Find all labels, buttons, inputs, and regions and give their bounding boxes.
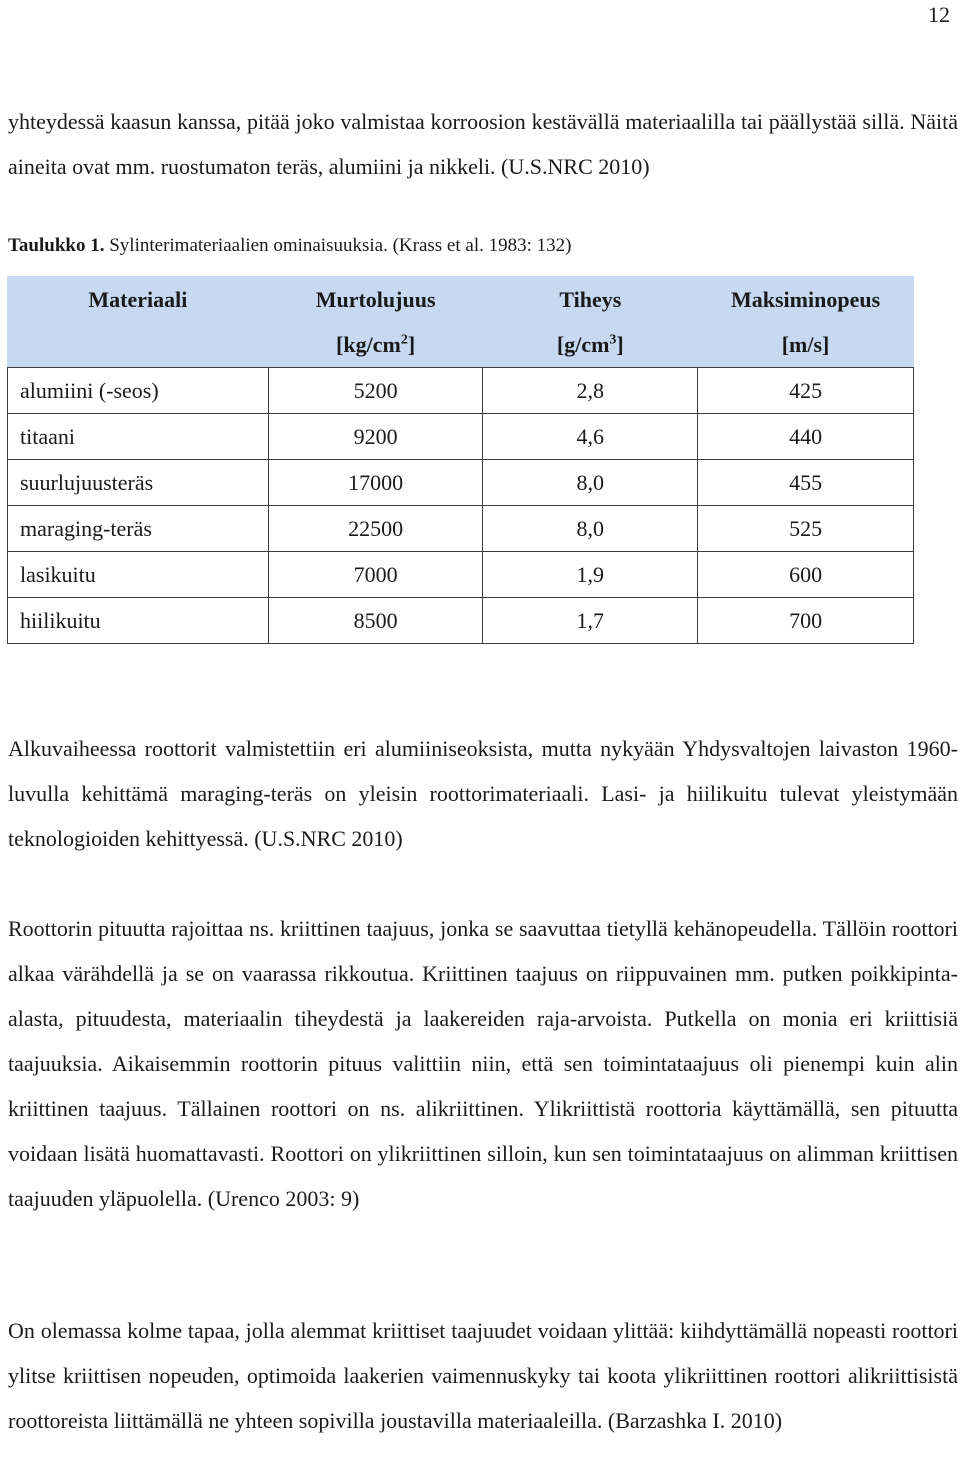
cell-tiheys: 8,0: [483, 506, 698, 552]
header-unit: $[g/cm^3]$: [556, 332, 624, 357]
table-caption-text: Sylinterimateriaalien ominaisuuksia. (Krass et al. 1983: 132): [104, 235, 572, 256]
table-header-row: [8, 277, 914, 368]
table-row: [8, 598, 914, 644]
table-row: [8, 414, 914, 460]
table-row: [8, 460, 914, 506]
cell-maksiminopeus: 525: [698, 506, 914, 552]
cell-maksiminopeus: 600: [698, 552, 914, 598]
cell-material: suurlujuusteräs: [8, 460, 269, 506]
header-title: Materiaali: [88, 287, 188, 312]
cell-material: maraging-teräs: [8, 506, 269, 552]
paragraph-critical-frequency: Roottorin pituutta rajoittaa ns. kriittinen taajuus, jonka se saavuttaa tietyllä kehänopeudella. Tällöin roottori alkaa värähdellä ja se on vaarassa rikkoutua. Kriittinen taajuus on riippuvainen mm. putken poikkipinta-alasta, pituudesta, materiaalin tiheydestä ja laakereiden raja-arvoista. Putkella on monia eri kriittisiä taajuuksia. Aikaisemmin roottorin pituus valittiin niin, että sen toimintataajuus oli pienempi kuin alin kriittinen taajuus. Tällainen roottori on ns. alikriittinen. Ylikriittistä roottoria käyttämällä, sen pituutta voidaan lisätä huomattavasti. Roottori on ylikriittinen silloin, kun sen toimintataajuus on alimman kriittisen taajuuden yläpuolella. (Urenco 2003: 9): [8, 916, 958, 1211]
cell-material: titaani: [8, 414, 269, 460]
header-unit: $[kg/cm^2]$: [336, 332, 416, 357]
materials-table: [7, 276, 914, 644]
cell-murtolujuus: 22500: [268, 506, 483, 552]
paragraph-rotor-materials: Alkuvaiheessa roottorit valmistettiin eri alumiiniseoksista, mutta nykyään Yhdysvaltojen laivaston 1960-luvulla kehittämä maraging-teräs on yleisin roottorimateriaali. Lasi- ja hiilikuitu tulevat yleistymään teknologioiden kehittyessä. (U.S.NRC 2010): [8, 736, 958, 851]
cell-murtolujuus: 17000: [268, 460, 483, 506]
cell-murtolujuus: 9200: [268, 414, 483, 460]
page-number: 12: [928, 2, 950, 27]
cell-tiheys: 1,9: [483, 552, 698, 598]
cell-maksiminopeus: 440: [698, 414, 914, 460]
cell-material: lasikuitu: [8, 552, 269, 598]
table-row: [8, 506, 914, 552]
cell-maksiminopeus: 455: [698, 460, 914, 506]
header-title: Murtolujuus: [315, 287, 436, 312]
header-murtolujuus: [268, 277, 483, 368]
cell-murtolujuus: 8500: [268, 598, 483, 644]
paragraph-methods: On olemassa kolme tapaa, jolla alemmat kriittiset taajuudet voidaan ylittää: kiihdyttämällä nopeasti roottori ylitse kriittisen nopeuden, optimoida laakerien vaimennuskyky tai koota ylikriittinen roottori alikriittisistä roottoreista liittämällä ne yhteen sopivilla joustavilla materiaaleilla. (Barzashka I. 2010): [8, 1318, 958, 1433]
header-title: Maksiminopeus: [730, 287, 881, 312]
cell-maksiminopeus: 425: [698, 368, 914, 414]
table-row: [8, 368, 914, 414]
cell-tiheys: 2,8: [483, 368, 698, 414]
header-materiaali: [8, 277, 269, 368]
header-unit: [m/s]: [781, 332, 830, 357]
header-maksiminopeus: [698, 277, 914, 368]
cell-material: alumiini (-seos): [8, 368, 269, 414]
table-caption: [8, 231, 571, 261]
cell-tiheys: 8,0: [483, 460, 698, 506]
header-tiheys: [483, 277, 698, 368]
cell-murtolujuus: 5200: [268, 368, 483, 414]
table-caption-label: Taulukko 1.: [8, 235, 105, 256]
intro-paragraph: yhteydessä kaasun kanssa, pitää joko valmistaa korroosion kestävällä materiaalilla tai päällystää sillä. Näitä aineita ovat mm. ruostumaton teräs, alumiini ja nikkeli. (U.S.NRC 2010): [8, 109, 958, 179]
cell-maksiminopeus: 700: [698, 598, 914, 644]
table-row: [8, 552, 914, 598]
header-title: Tiheys: [559, 287, 622, 312]
cell-tiheys: 1,7: [483, 598, 698, 644]
cell-murtolujuus: 7000: [268, 552, 483, 598]
cell-material: hiilikuitu: [8, 598, 269, 644]
cell-tiheys: 4,6: [483, 414, 698, 460]
